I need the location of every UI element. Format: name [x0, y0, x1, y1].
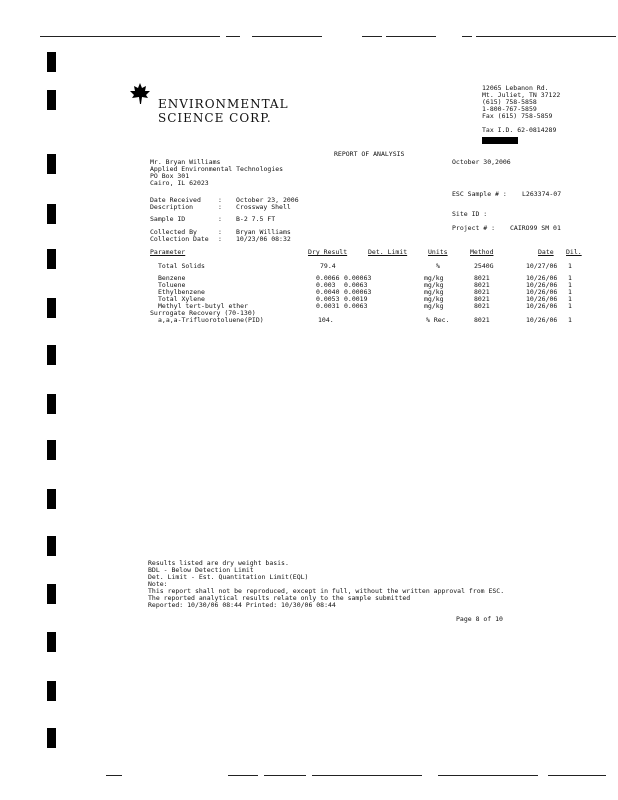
- report-title: REPORT OF ANALYSIS: [334, 150, 405, 158]
- col-dry-result: Dry Result: [308, 248, 348, 256]
- table-row: Total Solids 79.4 % 2540G 10/27/06 1: [158, 262, 572, 270]
- col-dil: Dil.: [566, 248, 582, 256]
- site-id-label: Site ID :: [452, 210, 488, 218]
- esc-sample-label: ESC Sample # :: [452, 190, 507, 198]
- maple-leaf-icon: [128, 82, 152, 106]
- table-row: Benzene 0.0066 0.00063 mg/kg 8021 10/26/06 1: [158, 274, 572, 282]
- page-number: Page 8 of 10: [456, 615, 503, 623]
- table-row: Surrogate Recovery (70-130): [150, 309, 256, 317]
- table-row: Total Xylene 0.0053 0.0019 mg/kg 8021 10/26/06 1: [158, 295, 572, 303]
- col-units: Units: [428, 248, 448, 256]
- project-label: Project # :: [452, 224, 496, 232]
- company-name-line2: SCIENCE CORP.: [158, 111, 272, 125]
- project-value: CAIRO99 SM 01: [510, 224, 561, 232]
- table-row: a,a,a-Trifluorotoluene(PID) 104. % Rec. 8021 10/26/06 1: [158, 316, 572, 324]
- col-parameter: Parameter: [150, 248, 186, 256]
- table-row: Methyl tert-butyl ether 0.0031 0.0063 mg/kg 8021 10/26/06 1: [158, 302, 572, 310]
- col-det-limit: Det. Limit: [368, 248, 408, 256]
- col-date: Date: [538, 248, 554, 256]
- table-header: [0, 248, 618, 256]
- report-date: October 30,2006: [452, 158, 511, 166]
- company-name-line1: ENVIRONMENTAL: [158, 97, 289, 111]
- tax-id: Tax I.D. 62-0814289: [482, 126, 557, 134]
- table-row: Ethylbenzene 0.0040 0.00063 mg/kg 8021 10/26/06 1: [158, 288, 572, 296]
- esc-sample-value: L263374-07: [522, 190, 562, 198]
- redaction-bar: [482, 137, 518, 144]
- col-method: Method: [470, 248, 494, 256]
- table-row: Toluene 0.003 0.0063 mg/kg 8021 10/26/06 1: [158, 281, 572, 289]
